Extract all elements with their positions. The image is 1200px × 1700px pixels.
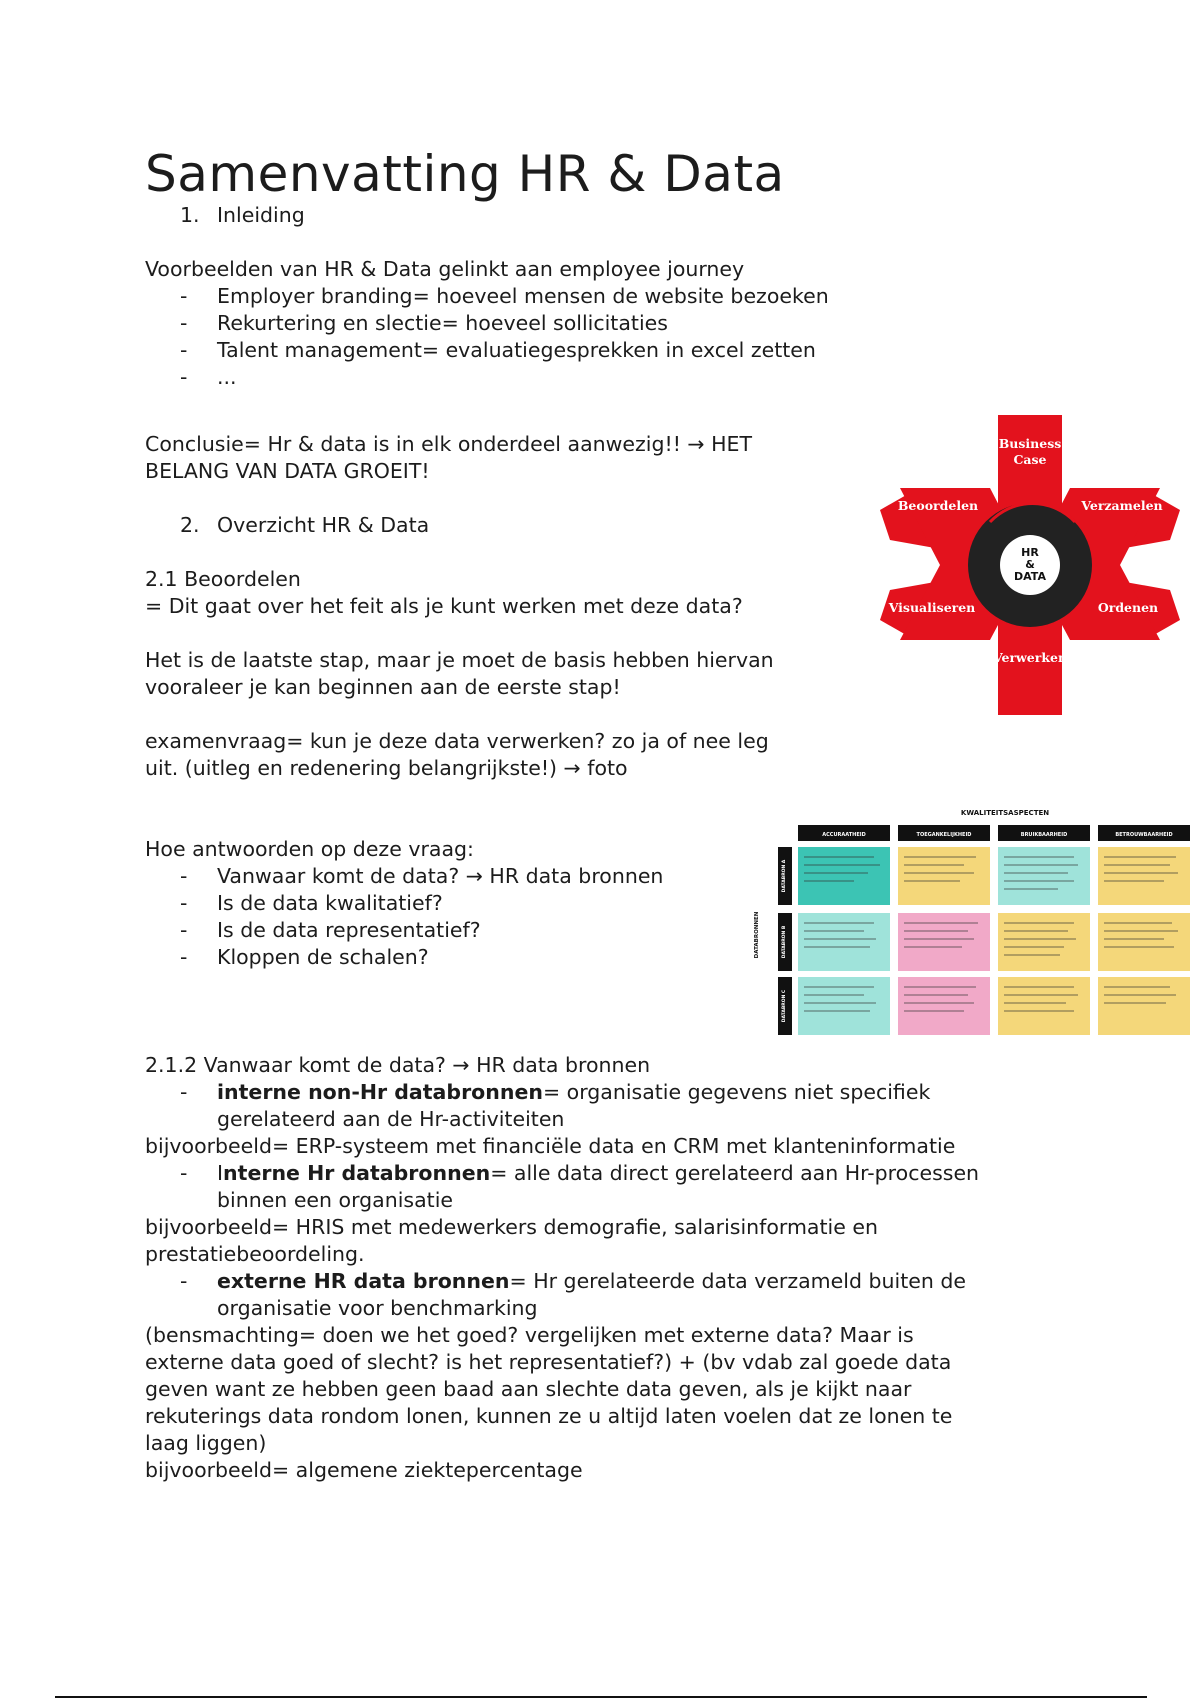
list-item: - externe HR data bronnen= Hr gerelateerde data verzameld buiten de organisatie voor benchmarking xyxy=(180,1269,966,1320)
benchmark-text: laag liggen) xyxy=(145,1431,267,1455)
quality-grid-title: KWALITEITSASPECTEN xyxy=(960,809,1050,817)
quality-cell xyxy=(1098,977,1190,1035)
benchmark-text: geven want ze hebben geen baad aan slechte data geven, als je kijkt naar xyxy=(145,1377,912,1401)
diagram-label-visualiseren: Visualiseren xyxy=(888,600,976,615)
diagram-label-verzamelen: Verzamelen xyxy=(1081,498,1163,513)
quality-cell xyxy=(998,847,1090,905)
diagram-label-ordenen: Ordenen xyxy=(1097,600,1159,615)
example-text: bijvoorbeeld= HRIS met medewerkers demografie, salarisinformatie en xyxy=(145,1215,878,1239)
hr-data-cycle-diagram xyxy=(880,410,1180,720)
list-item: - Interne Hr databronnen= alle data direct gerelateerd aan Hr-processen binnen een organisatie xyxy=(180,1161,980,1212)
quality-cell xyxy=(1098,847,1190,905)
list-item: - Is de data kwalitatief? xyxy=(180,891,443,915)
quality-row-label: DATABRON C xyxy=(782,989,787,1023)
how-to-answer-text: Hoe antwoorden op deze vraag: xyxy=(145,837,474,861)
page-bottom-rule xyxy=(55,1696,1147,1698)
diagram-center-label: DATA xyxy=(1014,570,1046,583)
list-item: - Kloppen de schalen? xyxy=(180,945,429,969)
exam-question-line: uit. (uitleg en redenering belangrijkste!) → foto xyxy=(145,756,628,780)
quality-row-group-label: DATABRONNEN xyxy=(754,911,760,959)
quality-col-header: BETROUWBAARHEID xyxy=(1115,832,1173,838)
quality-col-header: ACCURAATHEID xyxy=(822,832,866,838)
diagram-center-label: HR xyxy=(1021,546,1039,559)
benchmark-text: rekuterings data rondom lonen, kunnen ze u altijd laten voelen dat ze lonen te xyxy=(145,1404,953,1428)
example-text: bijvoorbeeld= algemene ziektepercentage xyxy=(145,1458,583,1482)
diagram-label-verwerken: Verwerken xyxy=(992,650,1068,665)
benchmark-text: (bensmachting= doen we het goed? vergelijken met externe data? Maar is xyxy=(145,1323,914,1347)
definition-text: = Dit gaat over het feit als je kunt werken met deze data? xyxy=(145,594,743,618)
quality-cell xyxy=(898,847,990,905)
quality-col-header: TOEGANKELIJKHEID xyxy=(916,832,972,838)
quality-col-header: BRUIKBAARHEID xyxy=(1020,832,1068,838)
intro-text: Voorbeelden van HR & Data gelinkt aan employee journey xyxy=(145,257,745,281)
diagram-label-beoordelen: Beoordelen xyxy=(897,498,979,513)
list-item: - Vanwaar komt de data? → HR data bronnen xyxy=(180,864,664,888)
quality-cell xyxy=(998,913,1090,971)
list-item: - Talent management= evaluatiegesprekken in excel zetten xyxy=(180,338,816,362)
quality-cell xyxy=(898,913,990,971)
exam-question-line: examenvraag= kun je deze data verwerken? zo ja of nee leg xyxy=(145,729,769,753)
quality-cell xyxy=(1098,913,1190,971)
paragraph-line: vooraleer je kan beginnen aan de eerste stap! xyxy=(145,675,621,699)
quality-row-label: DATABRON A xyxy=(782,859,787,893)
list-item: - Employer branding= hoeveel mensen de website bezoeken xyxy=(180,284,829,308)
diagram-center-label: & xyxy=(1025,558,1035,571)
paragraph-line: Het is de laatste stap, maar je moet de basis hebben hiervan xyxy=(145,648,774,672)
quality-cell xyxy=(798,977,890,1035)
quality-cell xyxy=(898,977,990,1035)
section-2-1-2-heading: 2.1.2 Vanwaar komt de data? → HR data bronnen xyxy=(145,1053,651,1077)
list-item: - Rekurtering en slectie= hoeveel sollicitaties xyxy=(180,311,668,335)
quality-row-label: DATABRON B xyxy=(782,925,787,959)
example-text: bijvoorbeeld= ERP-systeem met financiële data en CRM met klanteninformatie xyxy=(145,1134,956,1158)
quality-aspects-grid xyxy=(750,805,1195,1035)
list-item: - ... xyxy=(180,365,237,389)
benchmark-text: externe data goed of slecht? is het representatief?) + (bv vdab zal goede data xyxy=(145,1350,952,1374)
quality-cell xyxy=(798,847,890,905)
conclusion-line-1: Conclusie= Hr & data is in elk onderdeel aanwezig!! → HET xyxy=(145,432,753,456)
conclusion-line-2: BELANG VAN DATA GROEIT! xyxy=(145,459,430,483)
diagram-label-business-case: Case xyxy=(1013,452,1047,467)
section-1-heading: 1. Inleiding xyxy=(180,203,305,227)
list-item: - interne non-Hr databronnen= organisatie gegevens niet specifiek gerelateerd aan de Hr-activiteiten xyxy=(180,1080,931,1131)
list-item: - Is de data representatief? xyxy=(180,918,481,942)
section-2-1-heading: 2.1 Beoordelen xyxy=(145,567,301,591)
diagram-label-business-case: Business xyxy=(998,436,1062,451)
quality-cell xyxy=(798,913,890,971)
quality-cell xyxy=(998,977,1090,1035)
example-text: prestatiebeoordeling. xyxy=(145,1242,365,1266)
section-2-heading: 2. Overzicht HR & Data xyxy=(180,513,430,537)
page-title: Samenvatting HR & Data xyxy=(145,145,785,203)
